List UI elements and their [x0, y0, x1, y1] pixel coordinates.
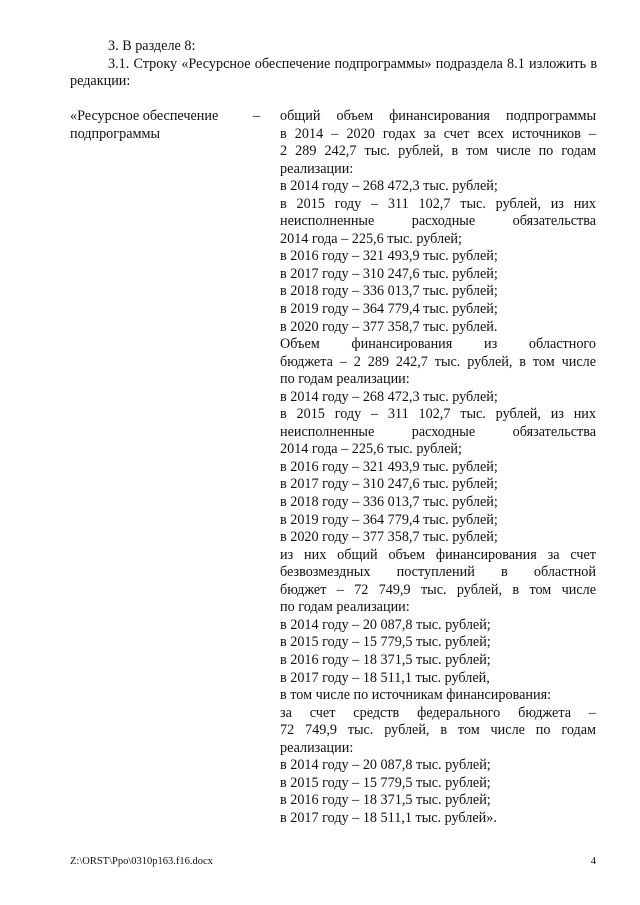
- resource-label-cell: [70, 108, 270, 143]
- resource-description-cell: [280, 108, 596, 827]
- resource-description-line: в 2019 году – 364 779,4 тыс. рублей;: [280, 301, 498, 318]
- amendment-instruction: [70, 56, 597, 91]
- resource-description-line: бюджета – 2 289 242,7 тыс. рублей, в том числе: [280, 353, 596, 370]
- resource-description-line: в 2014 году – 268 472,3 тыс. рублей;: [280, 178, 498, 195]
- resource-description-line: за счет средств федерального бюджета –: [280, 704, 596, 721]
- resource-description-line: в 2016 году – 321 493,9 тыс. рублей;: [280, 248, 498, 265]
- resource-description-line: неисполненные расходные обязательства: [280, 213, 596, 230]
- resource-description-line: в 2014 году – 20 087,8 тыс. рублей;: [280, 616, 491, 633]
- amendment-instruction-line1: 3.1. Строку «Ресурсное обеспечение подпрограммы» подраздела 8.1 изложить: [108, 55, 587, 72]
- resource-description-line: неисполненные расходные обязательства: [280, 423, 596, 440]
- resource-description-line: в 2019 году – 364 779,4 тыс. рублей;: [280, 511, 498, 528]
- resource-description-line: из них общий объем финансирования за счет: [280, 546, 596, 563]
- resource-description-line: в 2020 году – 377 358,7 тыс. рублей;: [280, 529, 498, 546]
- resource-label-line1: «Ресурсное обеспечение: [70, 108, 219, 124]
- resource-description-line: Объем финансирования из областного: [280, 336, 596, 353]
- resource-description-line: в 2016 году – 321 493,9 тыс. рублей;: [280, 458, 498, 475]
- page-number: 4: [590, 856, 596, 867]
- resource-description-line: в 2016 году – 18 371,5 тыс. рублей;: [280, 651, 491, 668]
- resource-label-dash: –: [252, 108, 260, 124]
- resource-description-line: в 2017 году – 310 247,6 тыс. рублей;: [280, 265, 498, 282]
- resource-description-line: общий объем финансирования подпрограммы: [280, 108, 596, 124]
- footer-file-path: Z:\ORST\Ppo\0310p163.f16.docx: [70, 856, 213, 867]
- resource-description-line: безвозмездных поступлений в областной: [280, 564, 596, 581]
- resource-description-line: в 2015 году – 311 102,7 тыс. рублей, из них: [280, 195, 596, 212]
- resource-description-line: в 2014 году – 268 472,3 тыс. рублей;: [280, 388, 498, 405]
- intro-block: [70, 38, 597, 91]
- resource-description-line: бюджет – 72 749,9 тыс. рублей, в том числе: [280, 581, 596, 598]
- resource-description-line: реализации:: [280, 739, 354, 756]
- resource-description-line: 2014 года – 225,6 тыс. рублей;: [280, 441, 462, 458]
- resource-description-line: в том числе по источникам финансирования:: [280, 687, 552, 704]
- amendment-instruction-line2: в редакции:: [70, 55, 598, 89]
- resource-description-line: в 2015 году – 15 779,5 тыс. рублей;: [280, 634, 491, 651]
- section-heading: 3. В разделе 8:: [108, 38, 196, 54]
- resource-label-row: [70, 108, 270, 126]
- resource-description-line: 2 289 242,7 тыс. рублей, в том числе по годам: [280, 143, 596, 160]
- resource-description-line: 2014 года – 225,6 тыс. рублей;: [280, 230, 462, 247]
- resource-description-line: в 2018 году – 336 013,7 тыс. рублей;: [280, 283, 498, 300]
- resource-description-line: по годам реализации:: [280, 599, 410, 616]
- resource-description-line: в 2017 году – 310 247,6 тыс. рублей;: [280, 476, 498, 493]
- resource-description-line: 72 749,9 тыс. рублей, в том числе по годам: [280, 722, 596, 739]
- resource-description-line: в 2017 году – 18 511,1 тыс. рублей,: [280, 669, 490, 686]
- resource-label-line2: подпрограммы: [70, 125, 160, 142]
- resource-description-line: по годам реализации:: [280, 371, 410, 388]
- resource-description-line: в 2014 году – 20 087,8 тыс. рублей;: [280, 757, 491, 774]
- resource-description-line: в 2015 году – 15 779,5 тыс. рублей;: [280, 774, 491, 791]
- resource-description-line: в 2017 году – 18 511,1 тыс. рублей».: [280, 809, 497, 826]
- resource-description-line: реализации:: [280, 160, 354, 177]
- resource-description-line: в 2014 – 2020 годах за счет всех источников –: [280, 125, 596, 142]
- resource-description-line: в 2015 году – 311 102,7 тыс. рублей, из них: [280, 406, 596, 423]
- resource-description-line: в 2020 году – 377 358,7 тыс. рублей.: [280, 318, 498, 335]
- resource-description-line: в 2018 году – 336 013,7 тыс. рублей;: [280, 494, 498, 511]
- resource-description-line: в 2016 году – 18 371,5 тыс. рублей;: [280, 792, 491, 809]
